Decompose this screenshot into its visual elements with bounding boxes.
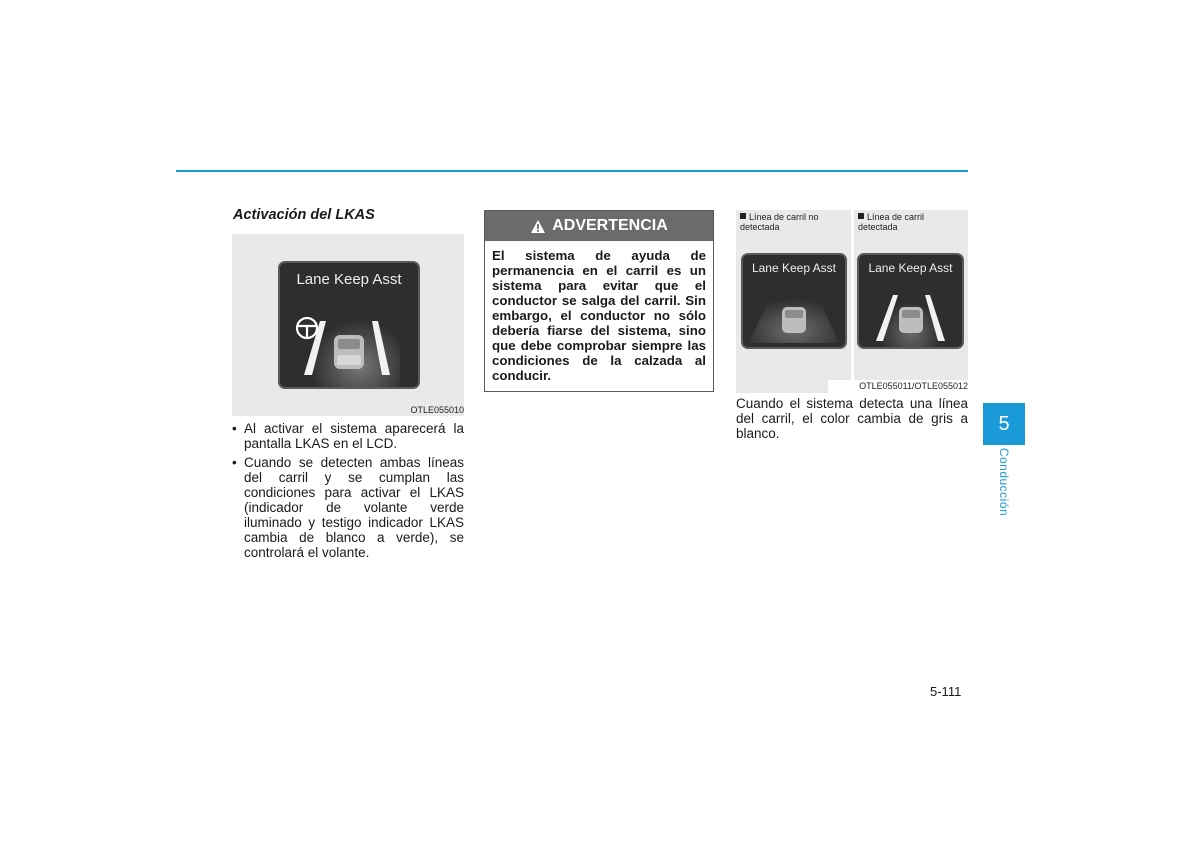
figure-lkas-activation	[232, 234, 464, 416]
bullet-list	[232, 421, 464, 564]
figure-code: OTLE055011/OTLE055012	[859, 381, 968, 391]
lane-illustration-white	[859, 255, 962, 347]
warning-box	[484, 210, 714, 392]
list-item: • Cuando se detecten ambas líneas del carril y se cumplan las condiciones para activar el LKAS (indicador de volante verde iluminado y testigo indicador LKAS cambia de blanco a verde), se controlará el volante.	[232, 455, 464, 560]
lcd-screen-not-detected: Lane Keep Asst	[741, 253, 847, 349]
steering-wheel-icon	[292, 313, 322, 343]
chapter-label: Conducción	[997, 447, 1011, 517]
lcd-screen	[278, 261, 420, 389]
square-bullet-icon	[740, 213, 746, 219]
lcd-title: Lane Keep Asst	[296, 271, 402, 288]
figure-divider	[851, 210, 854, 380]
figure-lane-detection	[736, 210, 968, 393]
warning-triangle-icon	[530, 219, 546, 234]
section-title: Activación del LKAS	[233, 207, 375, 223]
lane-illustration-gray	[743, 255, 845, 347]
caption-not-detected: Línea de carril no detectada	[740, 212, 819, 232]
chapter-number-badge: 5	[983, 403, 1025, 445]
car-icon	[899, 307, 923, 333]
warning-title: ADVERTENCIA	[552, 217, 668, 234]
figure-code: OTLE055010	[410, 405, 464, 415]
lcd-screen-detected: Lane Keep Asst	[857, 253, 964, 349]
list-item: • Al activar el sistema aparecerá la pantalla LKAS en el LCD.	[232, 421, 464, 451]
square-bullet-icon	[858, 213, 864, 219]
warning-text: El sistema de ayuda de permanencia en el carril es un sistema para evitar que el conductor se salga del carril. Sin embargo, el conductor no sólo debería fiarse del sistema, sino que debe comprobar siempre las condiciones de la calzada al conducir.	[492, 248, 706, 383]
top-rule	[176, 170, 968, 172]
figure-code-bar	[828, 380, 968, 393]
page-number: 5-111	[930, 684, 962, 699]
warning-header	[485, 211, 713, 241]
car-icon	[334, 335, 364, 369]
caption-detected: Línea de carril detectada	[858, 212, 925, 232]
car-icon	[782, 307, 806, 333]
body-paragraph: Cuando el sistema detecta una línea del carril, el color cambia de gris a blanco.	[736, 396, 968, 441]
